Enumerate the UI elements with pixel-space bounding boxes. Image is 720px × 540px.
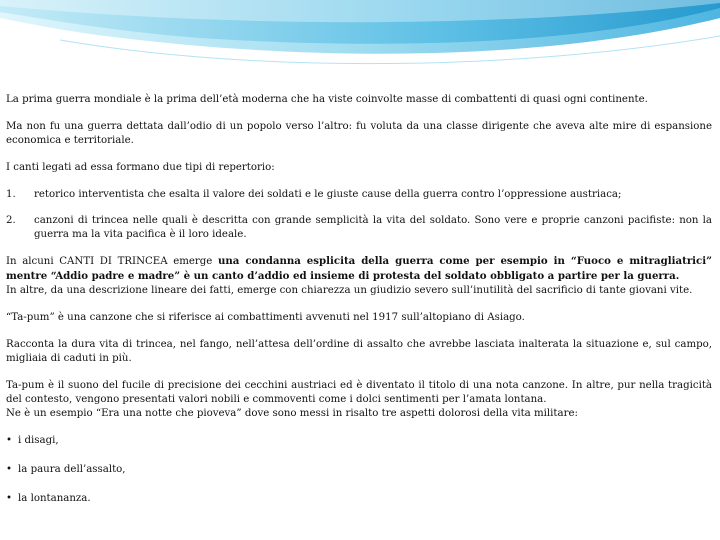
paragraph-intro: La prima guerra mondiale è la prima dell’età moderna che ha viste coinvolte masse di combattenti di quasi ogni continente. [6, 94, 648, 105]
list-number: 1. [6, 189, 16, 200]
bullet-icon: • [6, 435, 13, 446]
bullet-icon: • [6, 493, 13, 504]
list-item-text: canzoni di trincea nelle quali è descritta con grande semplicità la vita del soldato. Sono vere e proprie canzoni pacifiste: non la guerra ma la vita pacifica è il loro ideale. [34, 215, 712, 240]
list-item [6, 214, 712, 242]
list-item [6, 188, 712, 202]
paragraph-trench-songs [6, 254, 712, 284]
paragraph-ta-pum: “Ta-pum” è una canzone che si riferisce ai combattimenti avvenuti nel 1917 sull’altopiano di Asiago. [6, 312, 525, 323]
list-number: 2. [6, 215, 16, 226]
paragraph-judgement: In altre, da una descrizione lineare dei fatti, emerge con chiarezza un giudizio severo sull’inutilità del sacrificio di tante giovani vite. [6, 285, 693, 296]
trench-songs-emphasis: una condanna esplicita della guerra come per esempio in “Fuoco e mitragliatrici” mentre “Addio padre e madre” è un canto d’addio ed insieme di protesta del soldato obbligato a partire per la guerra. [6, 255, 712, 282]
list-item [6, 434, 712, 448]
list-item-text: la paura dell’assalto, [18, 464, 126, 475]
paragraph-sniper: Ta-pum è il suono del fucile di precisione dei cecchini austriaci ed è diventato il titolo di una nota canzone. In altre, pur nella tragicità del contesto, vengono presentati valori nobili e commoventi come i dolci sentimenti per l’amata lontana. [6, 380, 712, 405]
paragraph-repertoire-intro: I canti legati ad essa formano due tipi di repertorio: [6, 162, 275, 173]
paragraph-trench-life: Racconta la dura vita di trincea, nel fango, nell’attesa dell’ordine di assalto che avrebbe lasciata inalterata la situazione e, sul campo, migliaia di caduti in più. [6, 339, 712, 364]
header-wave-decoration [0, 0, 720, 80]
list-item-text: retorico interventista che esalta il valore dei soldati e le giuste cause della guerra contro l’oppressione austriaca; [34, 189, 622, 200]
list-item-text: la lontananza. [18, 493, 91, 504]
bullet-icon: • [6, 464, 13, 475]
paragraph-war-cause: Ma non fu una guerra dettata dall’odio di un popolo verso l’altro: fu voluta da una classe dirigente che aveva alte mire di espansione economica e territoriale. [6, 121, 712, 146]
trench-songs-intro: In alcuni CANTI DI TRINCEA emerge [6, 256, 218, 267]
list-item [6, 492, 712, 506]
document-body [6, 93, 712, 521]
list-item [6, 463, 712, 477]
list-item-text: i disagi, [18, 435, 59, 446]
paragraph-example: Ne è un esempio “Era una notte che pioveva” dove sono messi in risalto tre aspetti dolorosi della vita militare: [6, 408, 578, 419]
